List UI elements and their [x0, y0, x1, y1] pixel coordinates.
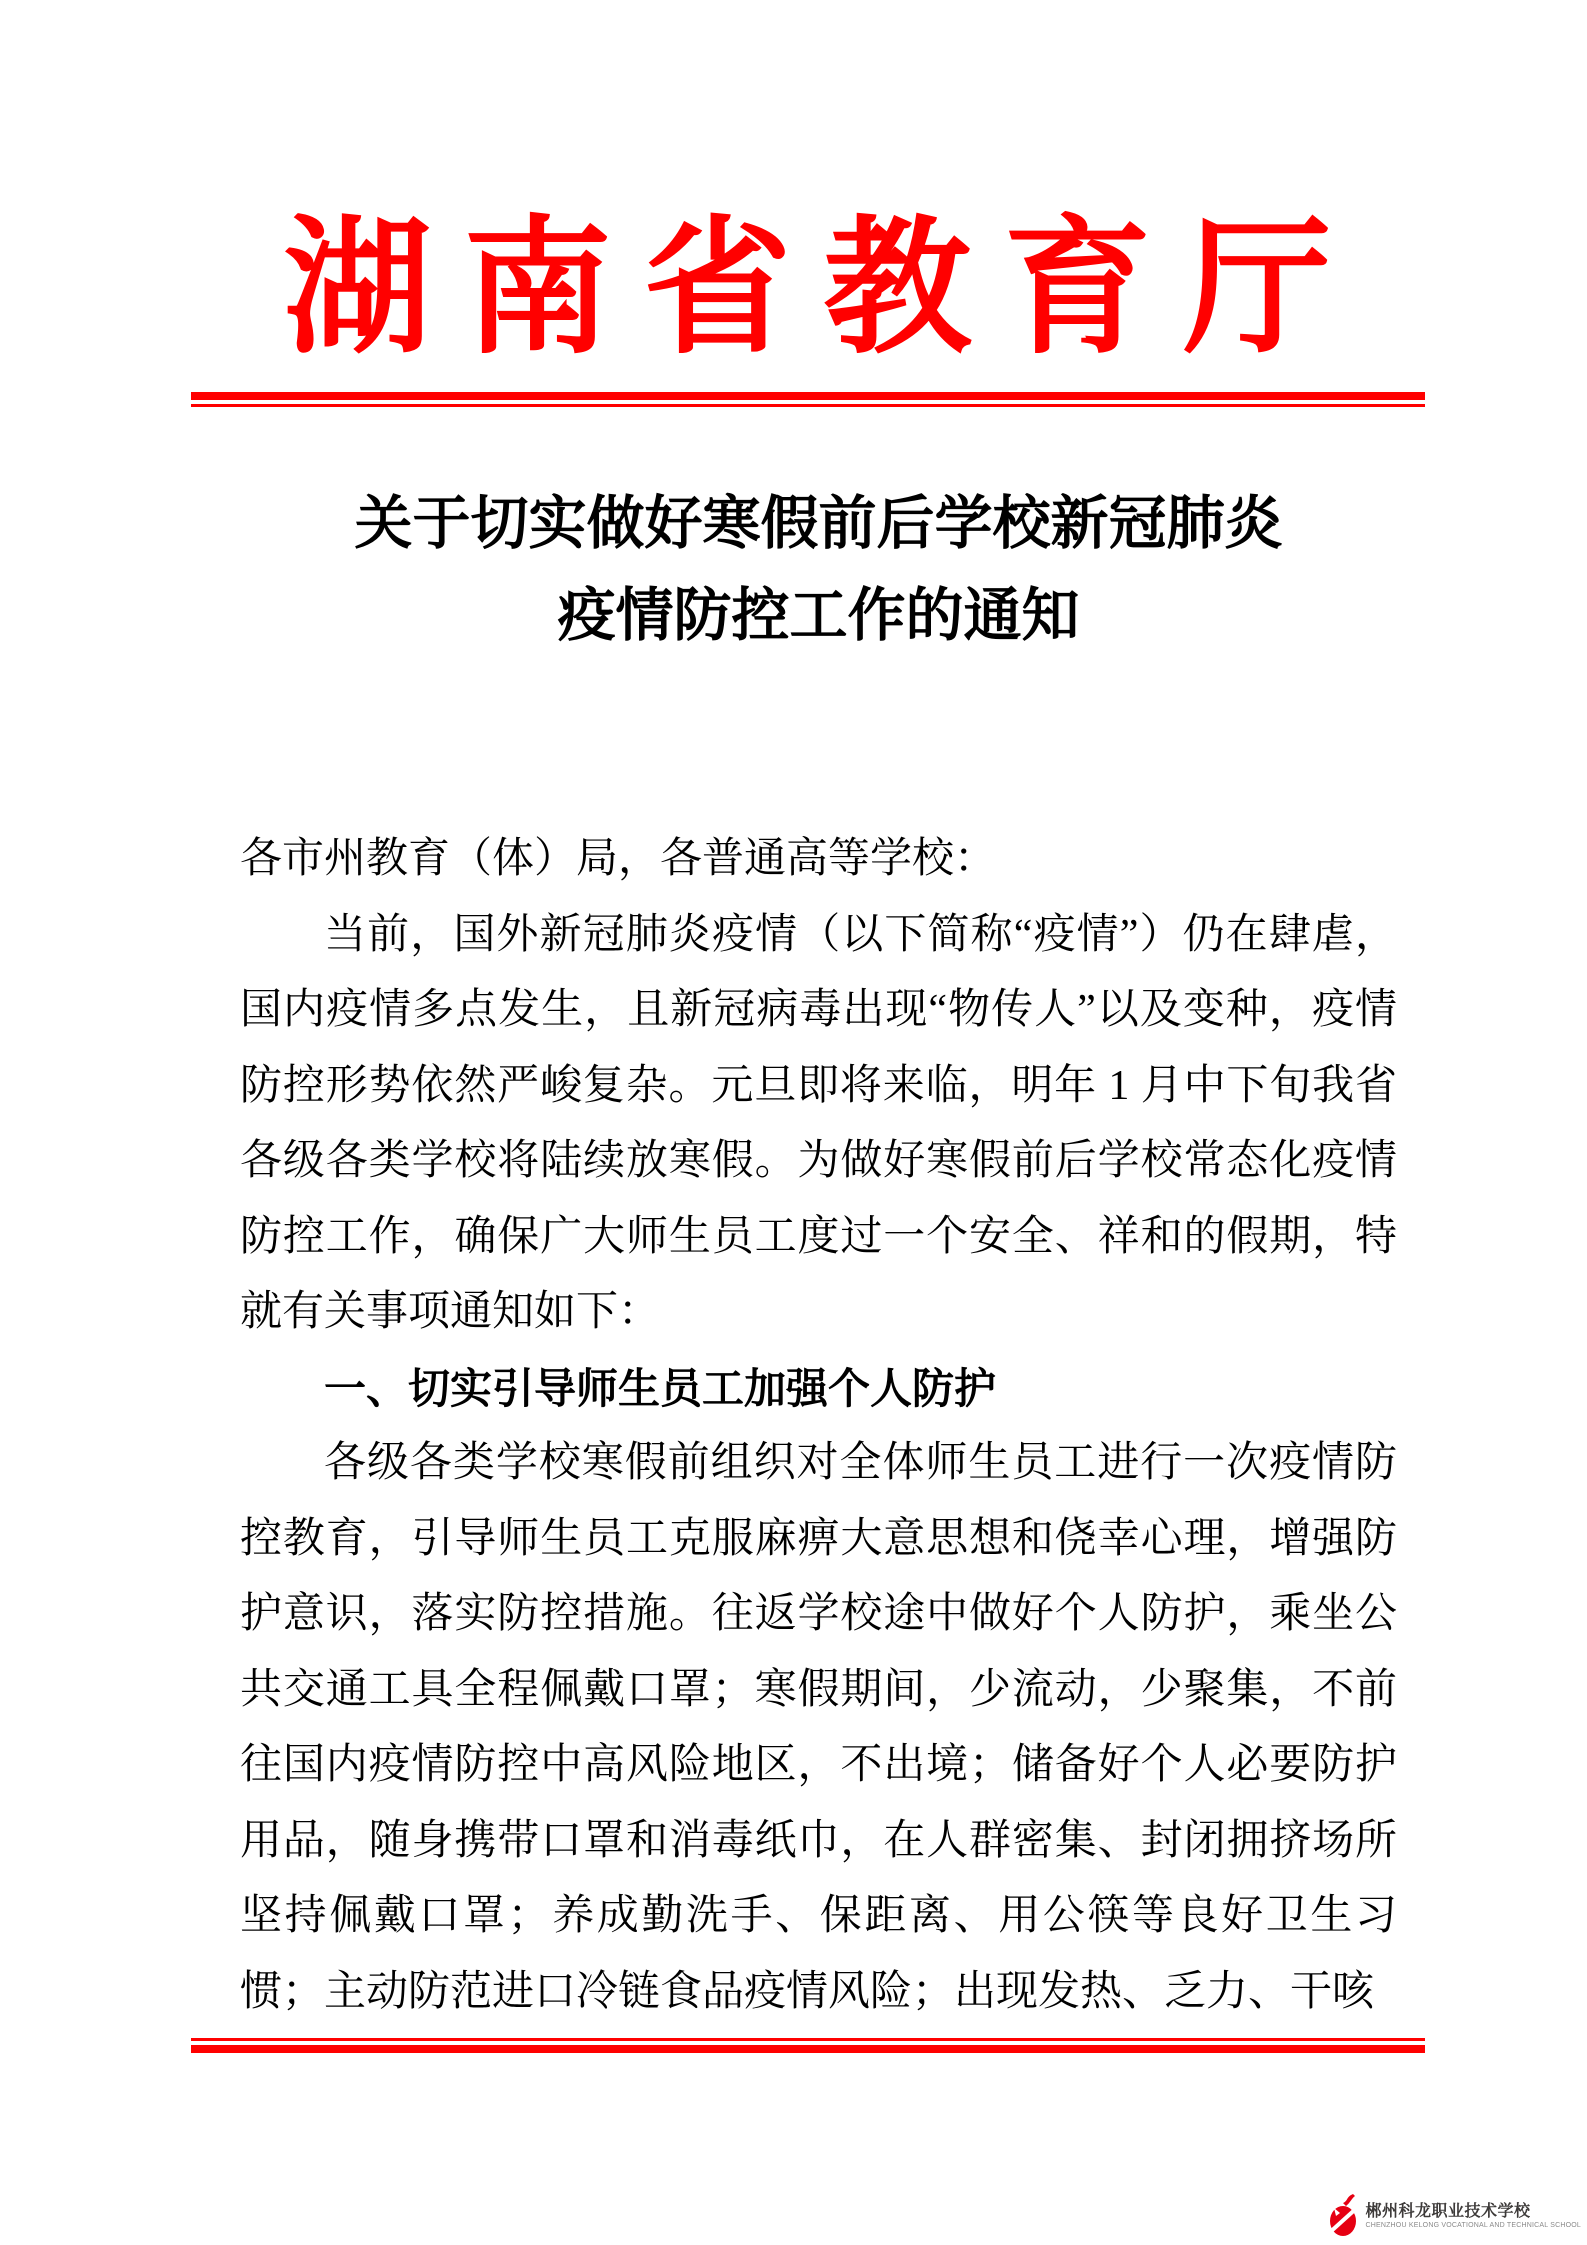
school-name-zh: 郴州科龙职业技术学校 — [1365, 2203, 1531, 2220]
document-title-line1: 关于切实做好寒假前后学校新冠肺炎 — [354, 491, 1283, 556]
footer-double-rule — [191, 2038, 1425, 2053]
masthead-rule-thick — [191, 392, 1425, 400]
document-title-line2: 疫情防控工作的通知 — [557, 583, 1080, 648]
agency-masthead: 湖南省教育厅 — [283, 208, 1364, 372]
document-title — [240, 478, 1397, 662]
school-logo-text — [1365, 2202, 1581, 2230]
section-1-heading: 一、切实引导师生员工加强个人防护 — [324, 1364, 997, 1412]
footer-rule-thick — [191, 2045, 1425, 2053]
masthead-double-rule — [191, 392, 1425, 407]
school-watermark — [1326, 2193, 1581, 2239]
school-name-en: CHENZHOU KELONG VOCATIONAL AND TECHNICAL SCHOOL — [1365, 2222, 1581, 2229]
paragraph-2: 各级各类学校寒假前组织对全体师生员工进行一次疫情防控教育，引导师生员工克服麻痹大意思想和侥幸心理，增强防护意识，落实防控措施。往返学校途中做好个人防护，乘坐公共交通工具全程佩戴口罩；寒假期间，少流动，少聚集，不前往国内疫情防控中高风险地区，不出境；储备好个人必要防护用品，随身携带口罩和消毒纸巾，在人群密集、封闭拥挤场所坚持佩戴口罩；养成勤洗手、保距离、用公筷等良好卫生习惯；主动防范进口冷链食品疫情风险；出现发热、乏力、干咳 — [240, 1440, 1397, 2015]
masthead-rule-thin — [191, 404, 1425, 407]
school-logo-icon — [1326, 2193, 1362, 2239]
salutation-line: 各市州教育（体）局，各普通高等学校： — [240, 836, 997, 882]
paragraph-1: 当前，国外新冠肺炎疫情（以下简称“疫情”）仍在肆虐，国内疫情多点发生，且新冠病毒出现“物传人”以及变种，疫情防控形势依然严峻复杂。元旦即将来临，明年 1 月中下旬我省各级各类学校将陆续放寒假。为做好寒假前后学校常态化疫情防控工作，确保广大师生员工度过一个安全、祥和的假期，特就有关事项通知如下： — [240, 911, 1397, 1335]
document-body — [240, 822, 1397, 2036]
